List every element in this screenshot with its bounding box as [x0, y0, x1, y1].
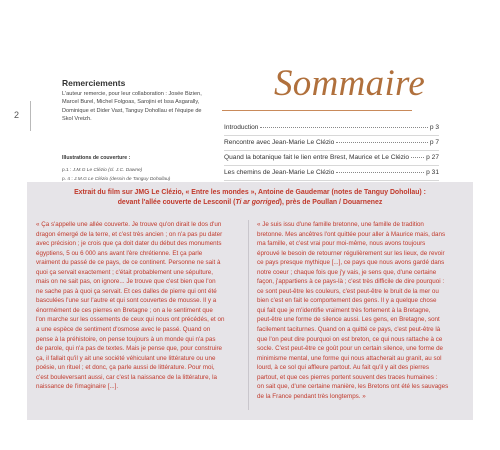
extract-text-line: ça, il fallait qu'il y ait une société véhiculant une littérature ou une — [36, 354, 216, 362]
extract-text-line: ne sache pas à quoi ça servait. Et ces dalles de pierre qui ont été — [36, 287, 217, 295]
toc-item-label: Rencontre avec Jean-Marie Le Clézio — [224, 139, 335, 146]
extract-text-line: pense à la préhistoire, on pense toujours à un monde qui n'a pas — [36, 335, 216, 343]
toc-leader-dots — [336, 142, 428, 143]
toc-item-botanique[interactable] — [224, 154, 439, 161]
extract-heading-italic: Ti ar gorriged — [235, 198, 280, 206]
extract-text-line: qui fait que je m'identifie vraiment très fortement à la Bretagne, — [257, 306, 431, 314]
cover-caption-1-page: p.1 : — [62, 168, 72, 173]
cover-caption-2-page: p. 4 : — [62, 177, 73, 182]
extract-text-line: ma famille, et c'est vrai pour moi-même, nous avons toujours — [257, 240, 426, 248]
extract-text-line: façon, j'appartiens à ce pays-là ; c'est très difficile de dire pourquoi : — [257, 278, 445, 286]
extract-text-line: bien c'est en fait le comportement des gens. Il y a quelque chose — [257, 297, 437, 305]
extract-text-line: énormément de ces pierres en Bretagne ; on a le sentiment que — [36, 306, 213, 314]
toc-leader-dots — [411, 157, 424, 158]
toc-item-label: Les chemins de Jean-Marie Le Clézio — [224, 169, 335, 176]
toc-item-label: Introduction — [224, 124, 259, 131]
extract-heading-part: devant l'allée couverte de Lesconil ( — [117, 198, 236, 206]
extract-heading-line-1: Extrait du film sur JMG Le Clézio, « Entre les mondes », Antoine de Gaudemar (notes de Tanguy Dohollau) : — [74, 189, 426, 196]
extract-text-line: c'est bouleversant aussi, car c'est la naissance de la littérature, la — [36, 373, 217, 381]
toc-item-page: p 7 — [429, 139, 439, 146]
column-divider — [248, 220, 249, 410]
extract-text-line: naissance de l'imaginaire [...]. — [36, 383, 119, 391]
extract-text-line: lourd, à ce sol qui affleure partout. Au fait qu'il y ait des pierres — [257, 364, 430, 372]
toc-item-introduction[interactable] — [224, 124, 439, 131]
thanks-title: Remerciements — [62, 78, 126, 88]
extract-text-line: quoi ça servait exactement ; c'était probablement une sépulture, — [36, 268, 213, 276]
extract-text-line: minimisme mental, une forme qui nous attacherait au granit, au sol — [257, 354, 442, 362]
cover-caption-2-text: J.M.G Le Clézio (dessin de Tanguy Dohollau) — [74, 177, 171, 182]
sommaire-underline — [222, 110, 412, 111]
extract-right-column — [257, 220, 462, 401]
toc-divider — [224, 165, 439, 166]
toc-item-rencontre[interactable] — [224, 139, 439, 146]
extract-text-line: éprouvé le besoin de retourner régulièrement sur les lieux, de revoir — [257, 249, 445, 257]
toc-leader-dots — [336, 172, 424, 173]
cover-caption-1 — [62, 168, 142, 173]
toc-divider — [224, 135, 439, 136]
toc-divider — [224, 150, 439, 151]
cover-caption-1-text: J.M.G Le Clézio (cl. J.C. Dawne) — [72, 168, 143, 173]
extract-heading-part: ), près de Poullan / Douarnenez — [279, 198, 383, 206]
extract-text-line: égyptiens, 5 ou 6 000 ans avant l'ère chrétienne. Et ça parle — [36, 249, 203, 257]
margin-rule — [30, 101, 31, 131]
toc-item-chemins[interactable] — [224, 169, 439, 176]
page-number: 2 — [14, 110, 20, 120]
sommaire-title: Sommaire — [274, 63, 426, 104]
extract-left-column — [36, 220, 241, 392]
toc-item-label: Quand la botanique fait le lien entre Brest, Maurice et Le Clézio — [224, 154, 410, 161]
extract-text-line: basculées l'une sur l'autre et qui sont couvertes de mousse. Il y a — [36, 297, 217, 305]
extract-heading-line-2 — [27, 198, 473, 208]
film-extract-panel — [27, 182, 473, 420]
extract-text-line: facilement taciturnes. Quand on a quitté ce pays, c'est peut-être là — [257, 326, 441, 334]
extract-text-line: que l'on peut dire pourquoi on est breton, ce qui nous rattache à ce — [257, 335, 443, 343]
extract-text-line: de parole, qui n'a pas de textes. Mais je pense que, pour construire — [36, 345, 223, 353]
extract-text-line: « Je suis issu d'une famille bretonne, une famille de tradition — [257, 221, 424, 228]
extract-text-line: avec précision ; je crois que ça doit dater du début des monuments — [36, 240, 222, 248]
thanks-body: L'auteur remercie, pour leur collaboration : Josée Bizien, Marcel Burel, Michel Folgoas, Sarojini et Issa Asgarally, Dominique et Dider Vast, Tanguy Dohollau et l'équipe de Skol Vreizh. — [62, 91, 202, 123]
extract-text-line: ce pays presque mythique [...], ce pays que nous avons gardé dans — [257, 259, 445, 267]
extract-text-line: de la France pendant très longtemps. » — [257, 392, 366, 400]
extract-text-line: l'on marche sur les ossements de ceux qui nous ont précédés, et on — [36, 316, 225, 324]
extract-text-line: ce sont peut-être les couleurs, c'est peut-être le bruit de la mer ou — [257, 287, 439, 295]
toc-item-page: p 31 — [426, 169, 439, 176]
extract-text-line: dragon émergé de la terre, et c'est très ancien ; on n'a pas pu dater — [36, 230, 223, 238]
extract-text-line: a une espèce de sentiment d'osmose avec le passé. Quand on — [36, 326, 211, 334]
extract-text-line: mais on ne sait pas, on ignore... Je trouve que c'est bien que l'on — [36, 278, 216, 286]
toc-item-page: p 27 — [426, 154, 439, 161]
toc-divider — [224, 180, 439, 181]
extract-text-line: partout, et que ces pierres portent souvent des traces humaines : — [257, 373, 438, 381]
extract-text-line: vraiment du passé de ce pays, de ce continent. Personne ne sait à — [36, 259, 221, 267]
extract-text-line: socle. C'est peut-être ce goût pour un certain silence, une forme de — [257, 345, 444, 353]
cover-illustrations-title: Illustrations de couverture : — [62, 155, 131, 161]
toc-leader-dots — [260, 127, 427, 128]
extract-text-line: « Ça s'appelle une allée couverte. Je trouve qu'on dirait le dos d'un — [36, 221, 222, 228]
extract-heading — [27, 188, 473, 207]
extract-text-line: peut-être une forme de silence aussi. Les gens, en Bretagne, sont — [257, 316, 440, 324]
extract-text-line: poésie, un rituel ; et donc, ça parle aussi de littérature. Pour moi, — [36, 364, 215, 372]
extract-text-line: notre coeur ; chaque fois que j'y vais, je sens que, d'une certaine — [257, 268, 437, 276]
extract-text-line: on sait que, d'une certaine manière, les Bretons ont été les sauvages — [257, 383, 449, 391]
extract-text-line: bretonne. Mes ancêtres l'ont quittée pour aller à Maurice mais, dans — [257, 230, 446, 238]
toc-item-page: p 3 — [429, 124, 439, 131]
